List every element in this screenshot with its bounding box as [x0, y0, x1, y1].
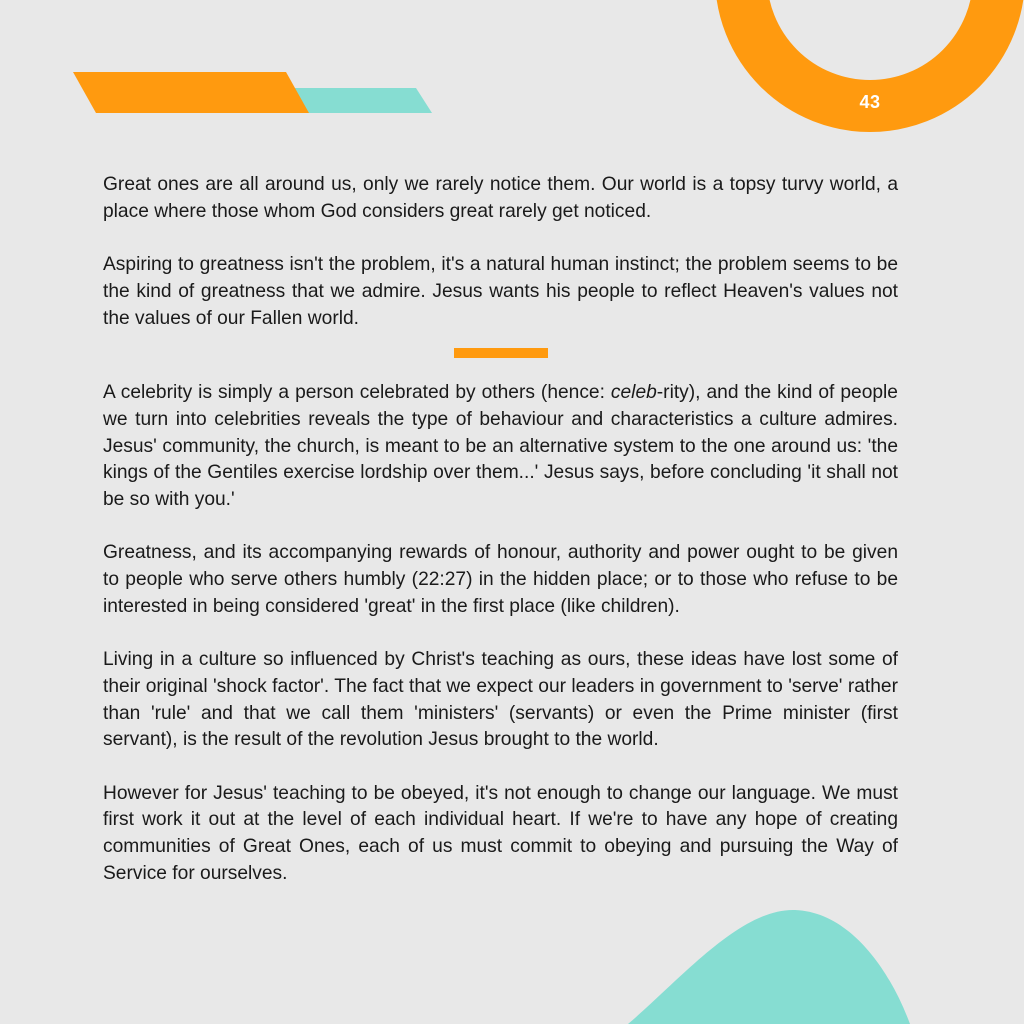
paragraph-6: However for Jesus' teaching to be obeyed, it's not enough to change our language. We must first work it out at the level of each individual heart. If we're to have any hope of creating communities of Great Ones, each of us must commit to obeying and pursuing the Way of Service for ourselves.	[103, 782, 898, 884]
article-body	[103, 172, 898, 888]
paragraph-4: Greatness, and its accompanying rewards of honour, authority and power ought to be given to people who serve others humbly (22:27) in the hidden place; or to those who refuse to be interested in being considered 'great' in the first place (like children).	[103, 542, 898, 617]
paragraph-3-start: A celebrity is simply a person celebrated by others (hence:	[103, 382, 611, 404]
paragraph-3-end: -rity), and the kind of people we turn into celebrities reveals the type of behaviour and characteristics a culture admires. Jesus' community, the church, is meant to be an alternative system to the one around us: 'the kings of the Gentiles exercise lordship over them...' Jesus says, before concluding 'it shall not be so with you.'	[103, 382, 898, 511]
paragraph-1: Great ones are all around us, only we rarely notice them. Our world is a topsy turvy world, a place where those whom God considers great rarely get noticed.	[103, 174, 898, 222]
paragraph-3	[103, 380, 898, 514]
paragraph-5: Living in a culture so influenced by Christ's teaching as ours, these ideas have lost some of their original 'shock factor'. The fact that we expect our leaders in government to 'serve' rather than 'rule' and that we call them 'ministers' (servants) or even the Prime minister (first servant), is the result of the revolution Jesus brought to the world.	[103, 649, 898, 751]
section-divider	[454, 348, 548, 358]
page-number: 43	[859, 92, 881, 112]
paragraph-2: Aspiring to greatness isn't the problem, it's a natural human instinct; the problem seems to be the kind of greatness that we admire. Jesus wants his people to reflect Heaven's values not the values of our Fallen world.	[103, 254, 898, 329]
paragraph-3-italic: celeb	[610, 382, 657, 404]
